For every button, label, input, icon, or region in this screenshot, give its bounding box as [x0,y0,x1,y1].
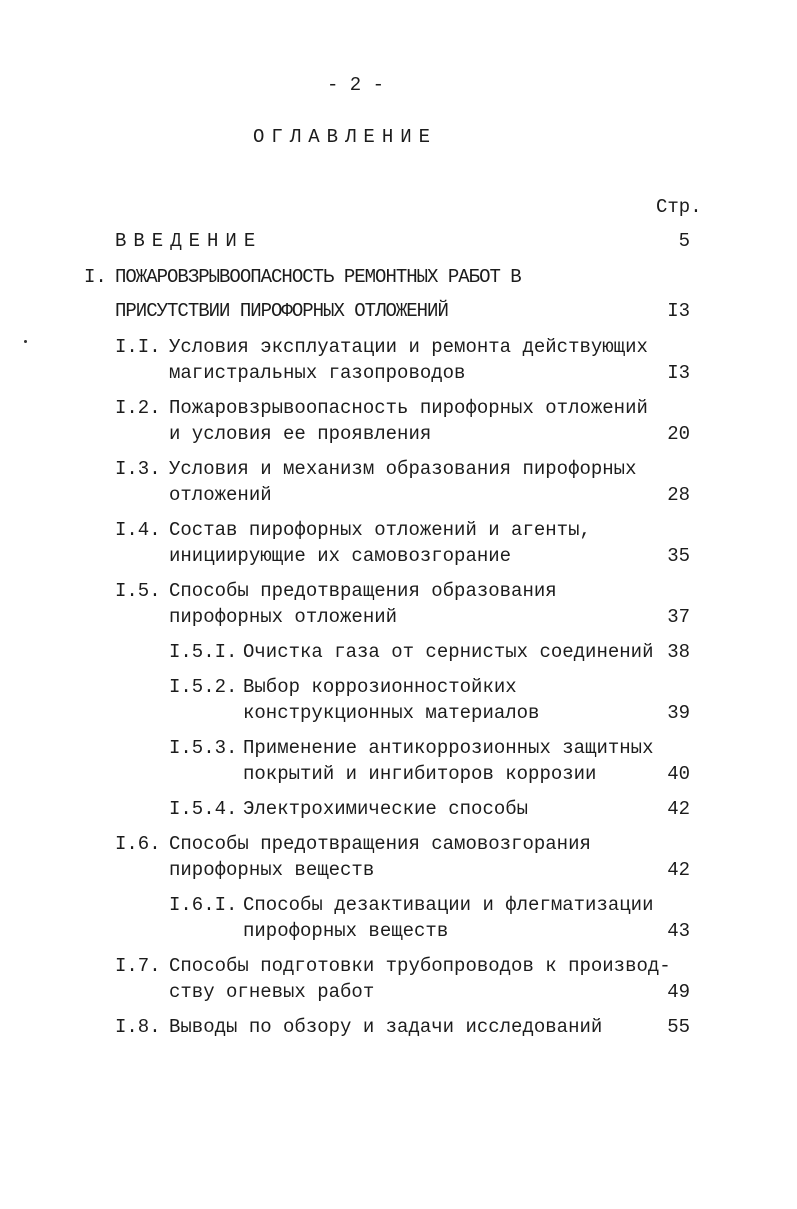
toc-entry-number: I.6. [115,833,161,855]
toc-entry-title-line2: ПРИСУТСТВИИ ПИРОФОРНЫХ ОТЛОЖЕНИЙ [115,300,448,322]
toc-entry-page: I3 [667,300,690,322]
toc-entry-number: I.8. [115,1016,161,1038]
toc-entry-number: I.5.I. [169,641,238,663]
scan-speck [24,340,27,343]
toc-entry-title-line1: Выбор коррозионностойких [243,676,517,698]
toc-entry-number: I.6.I. [169,894,238,916]
toc-entry-title-line1: Применение антикоррозионных защитных [243,737,654,759]
toc-entry-title-line1: Состав пирофорных отложений и агенты, [169,519,591,541]
toc-entry-page: 39 [667,702,690,724]
toc-entry-page: 5 [678,230,690,252]
toc-entry-title-line1: Пожаровзрывоопасность пирофорных отложений [169,397,648,419]
toc-entry-title-line2: пирофорных веществ [243,920,449,942]
toc-entry-page: 38 [667,641,690,663]
toc-entry-title-line2: пирофорных отложений [169,606,398,628]
toc-entry-title-line1: Выводы по обзору и задачи исследований [169,1016,603,1038]
toc-entry-page: 42 [667,798,690,820]
page-title: ОГЛАВЛЕНИЕ [253,126,438,148]
toc-entry-title-line2: покрытий и ингибиторов коррозии [243,763,597,785]
toc-entry-title-line1: Способы предотвращения образования [169,580,557,602]
page-number: - 2 - [327,74,385,96]
toc-entry-title-line1: Способы дезактивации и флегматизации [243,894,654,916]
toc-entry-number: I.I. [115,336,161,358]
toc-entry-page: 43 [667,920,690,942]
toc-entry-page: 49 [667,981,690,1003]
toc-entry-number: I. [84,266,107,288]
toc-entry-page: 55 [667,1016,690,1038]
toc-entry-title-line2: магистральных газопроводов [169,362,466,384]
toc-entry-title-line1: Условия эксплуатации и ремонта действующих [169,336,648,358]
toc-entry-number: I.5.2. [169,676,238,698]
toc-entry-number: I.4. [115,519,161,541]
toc-entry-page: 42 [667,859,690,881]
toc-entry-page: 37 [667,606,690,628]
toc-entry-title-line1: Способы подготовки трубопроводов к производ- [169,955,671,977]
toc-entry-page: 28 [667,484,690,506]
toc-entry-number: I.7. [115,955,161,977]
toc-entry-title-line1: Очистка газа от сернистых соединений [243,641,654,663]
toc-entry-number: I.3. [115,458,161,480]
toc-entry-title-line2: конструкционных материалов [243,702,540,724]
toc-entry-title-line2: отложений [169,484,272,506]
toc-entry-title-line1: Электрохимические способы [243,798,529,820]
toc-entry-page: 40 [667,763,690,785]
toc-entry-page: I3 [667,362,690,384]
toc-entry-title-line2: инициирующие их самовозгорание [169,545,512,567]
toc-entry-title-line1: Условия и механизм образования пирофорных [169,458,637,480]
toc-entry-page: 20 [667,423,690,445]
toc-entry-title: ВВЕДЕНИЕ [115,230,263,252]
toc-entry-page: 35 [667,545,690,567]
toc-entry-title-line2: и условия ее проявления [169,423,432,445]
toc-entry-title-line2: пирофорных веществ [169,859,375,881]
toc-entry-title-line2: ству огневых работ [169,981,375,1003]
toc-entry-number: I.5.4. [169,798,238,820]
toc-entry-number: I.5. [115,580,161,602]
toc-entry-number: I.5.3. [169,737,238,759]
toc-entry-title-line1: ПОЖАРОВЗРЫВООПАСНОСТЬ РЕМОНТНЫХ РАБОТ В [115,266,521,288]
toc-entry-number: I.2. [115,397,161,419]
page-column-header: Стр. [656,196,702,218]
toc-entry-title-line1: Способы предотвращения самовозгорания [169,833,591,855]
